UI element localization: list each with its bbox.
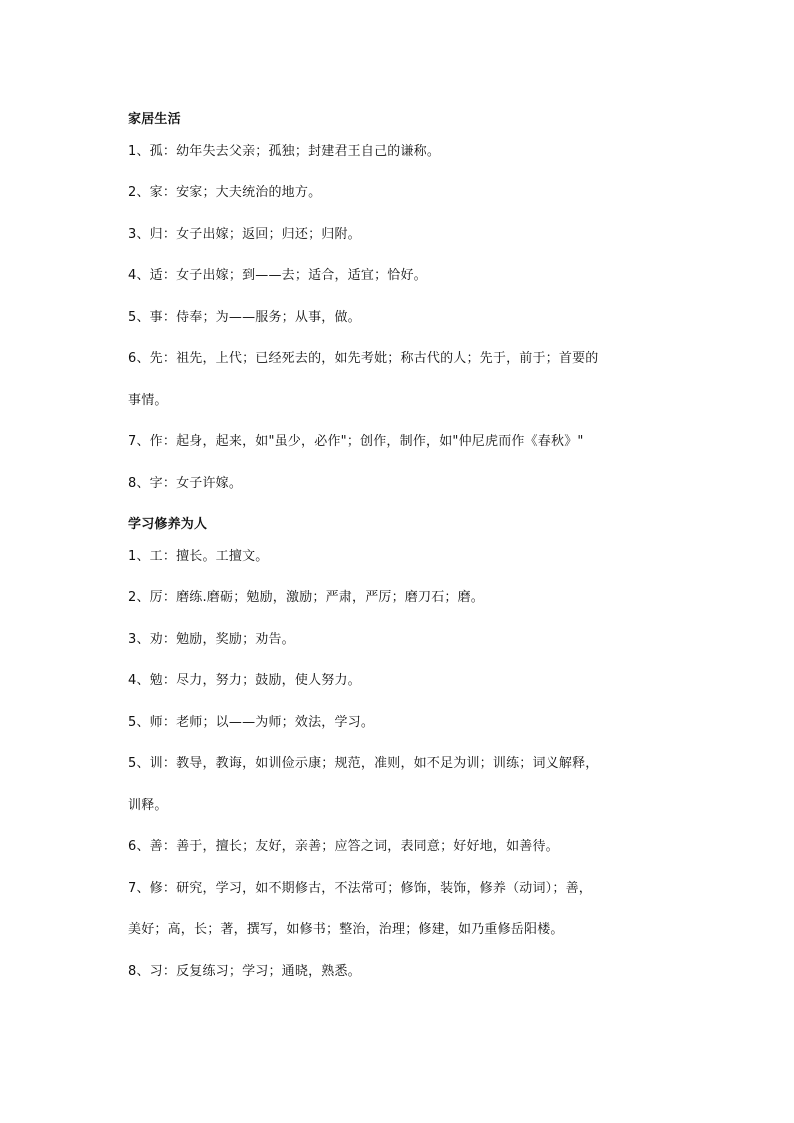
section-heading-study: 学习修养为人 [128,517,208,532]
list-item: 3、归：女子出嫁；返回；归还；归附。 [128,227,361,242]
list-item-continuation: 事情。 [128,393,168,408]
list-item: 6、先：祖先，上代；已经死去的，如先考妣；称古代的人；先于，前于；首要的 [128,351,599,366]
list-item: 8、字：女子许嫁。 [128,476,243,491]
list-item: 2、家：安家；大夫统治的地方。 [128,185,322,200]
list-item: 5、师：老师；以——为师；效法，学习。 [128,715,375,730]
list-item: 3、劝：勉励，奖励；劝告。 [128,632,295,647]
list-item: 5、训：教导，教诲，如训俭示康；规范，准则，如不足为训；训练；词义解释， [128,756,599,771]
list-item: 7、修：研究，学习，如不期修古，不法常可；修饰，装饰，修养（动词）；善， [128,881,592,896]
list-item: 6、善：善于，擅长；友好，亲善；应答之词，表同意；好好地，如善待。 [128,839,559,854]
list-item-continuation: 美好；高，长；著，撰写，如修书；整治，治理；修建，如乃重修岳阳楼。 [128,922,564,937]
list-item: 2、厉：磨练.磨砺；勉励，激励；严肃，严厉；磨刀石；磨。 [128,590,485,605]
list-item: 8、习：反复练习；学习；通晓，熟悉。 [128,964,361,979]
list-item: 1、工：擅长。工擅文。 [128,549,269,564]
list-item: 4、适：女子出嫁；到——去；适合，适宜；恰好。 [128,268,427,283]
list-item-continuation: 训释。 [128,798,168,813]
section-heading-home: 家居生活 [128,112,181,127]
list-item: 5、事：侍奉；为——服务；从事，做。 [128,310,361,325]
list-item: 7、作：起身，起来，如"虽少，必作"；创作，制作，如"仲尼虎而作《春秋》" [128,434,584,449]
list-item: 4、勉：尽力，努力；鼓励，使人努力。 [128,673,361,688]
list-item: 1、孤：幼年失去父亲；孤独；封建君王自己的谦称。 [128,144,441,159]
